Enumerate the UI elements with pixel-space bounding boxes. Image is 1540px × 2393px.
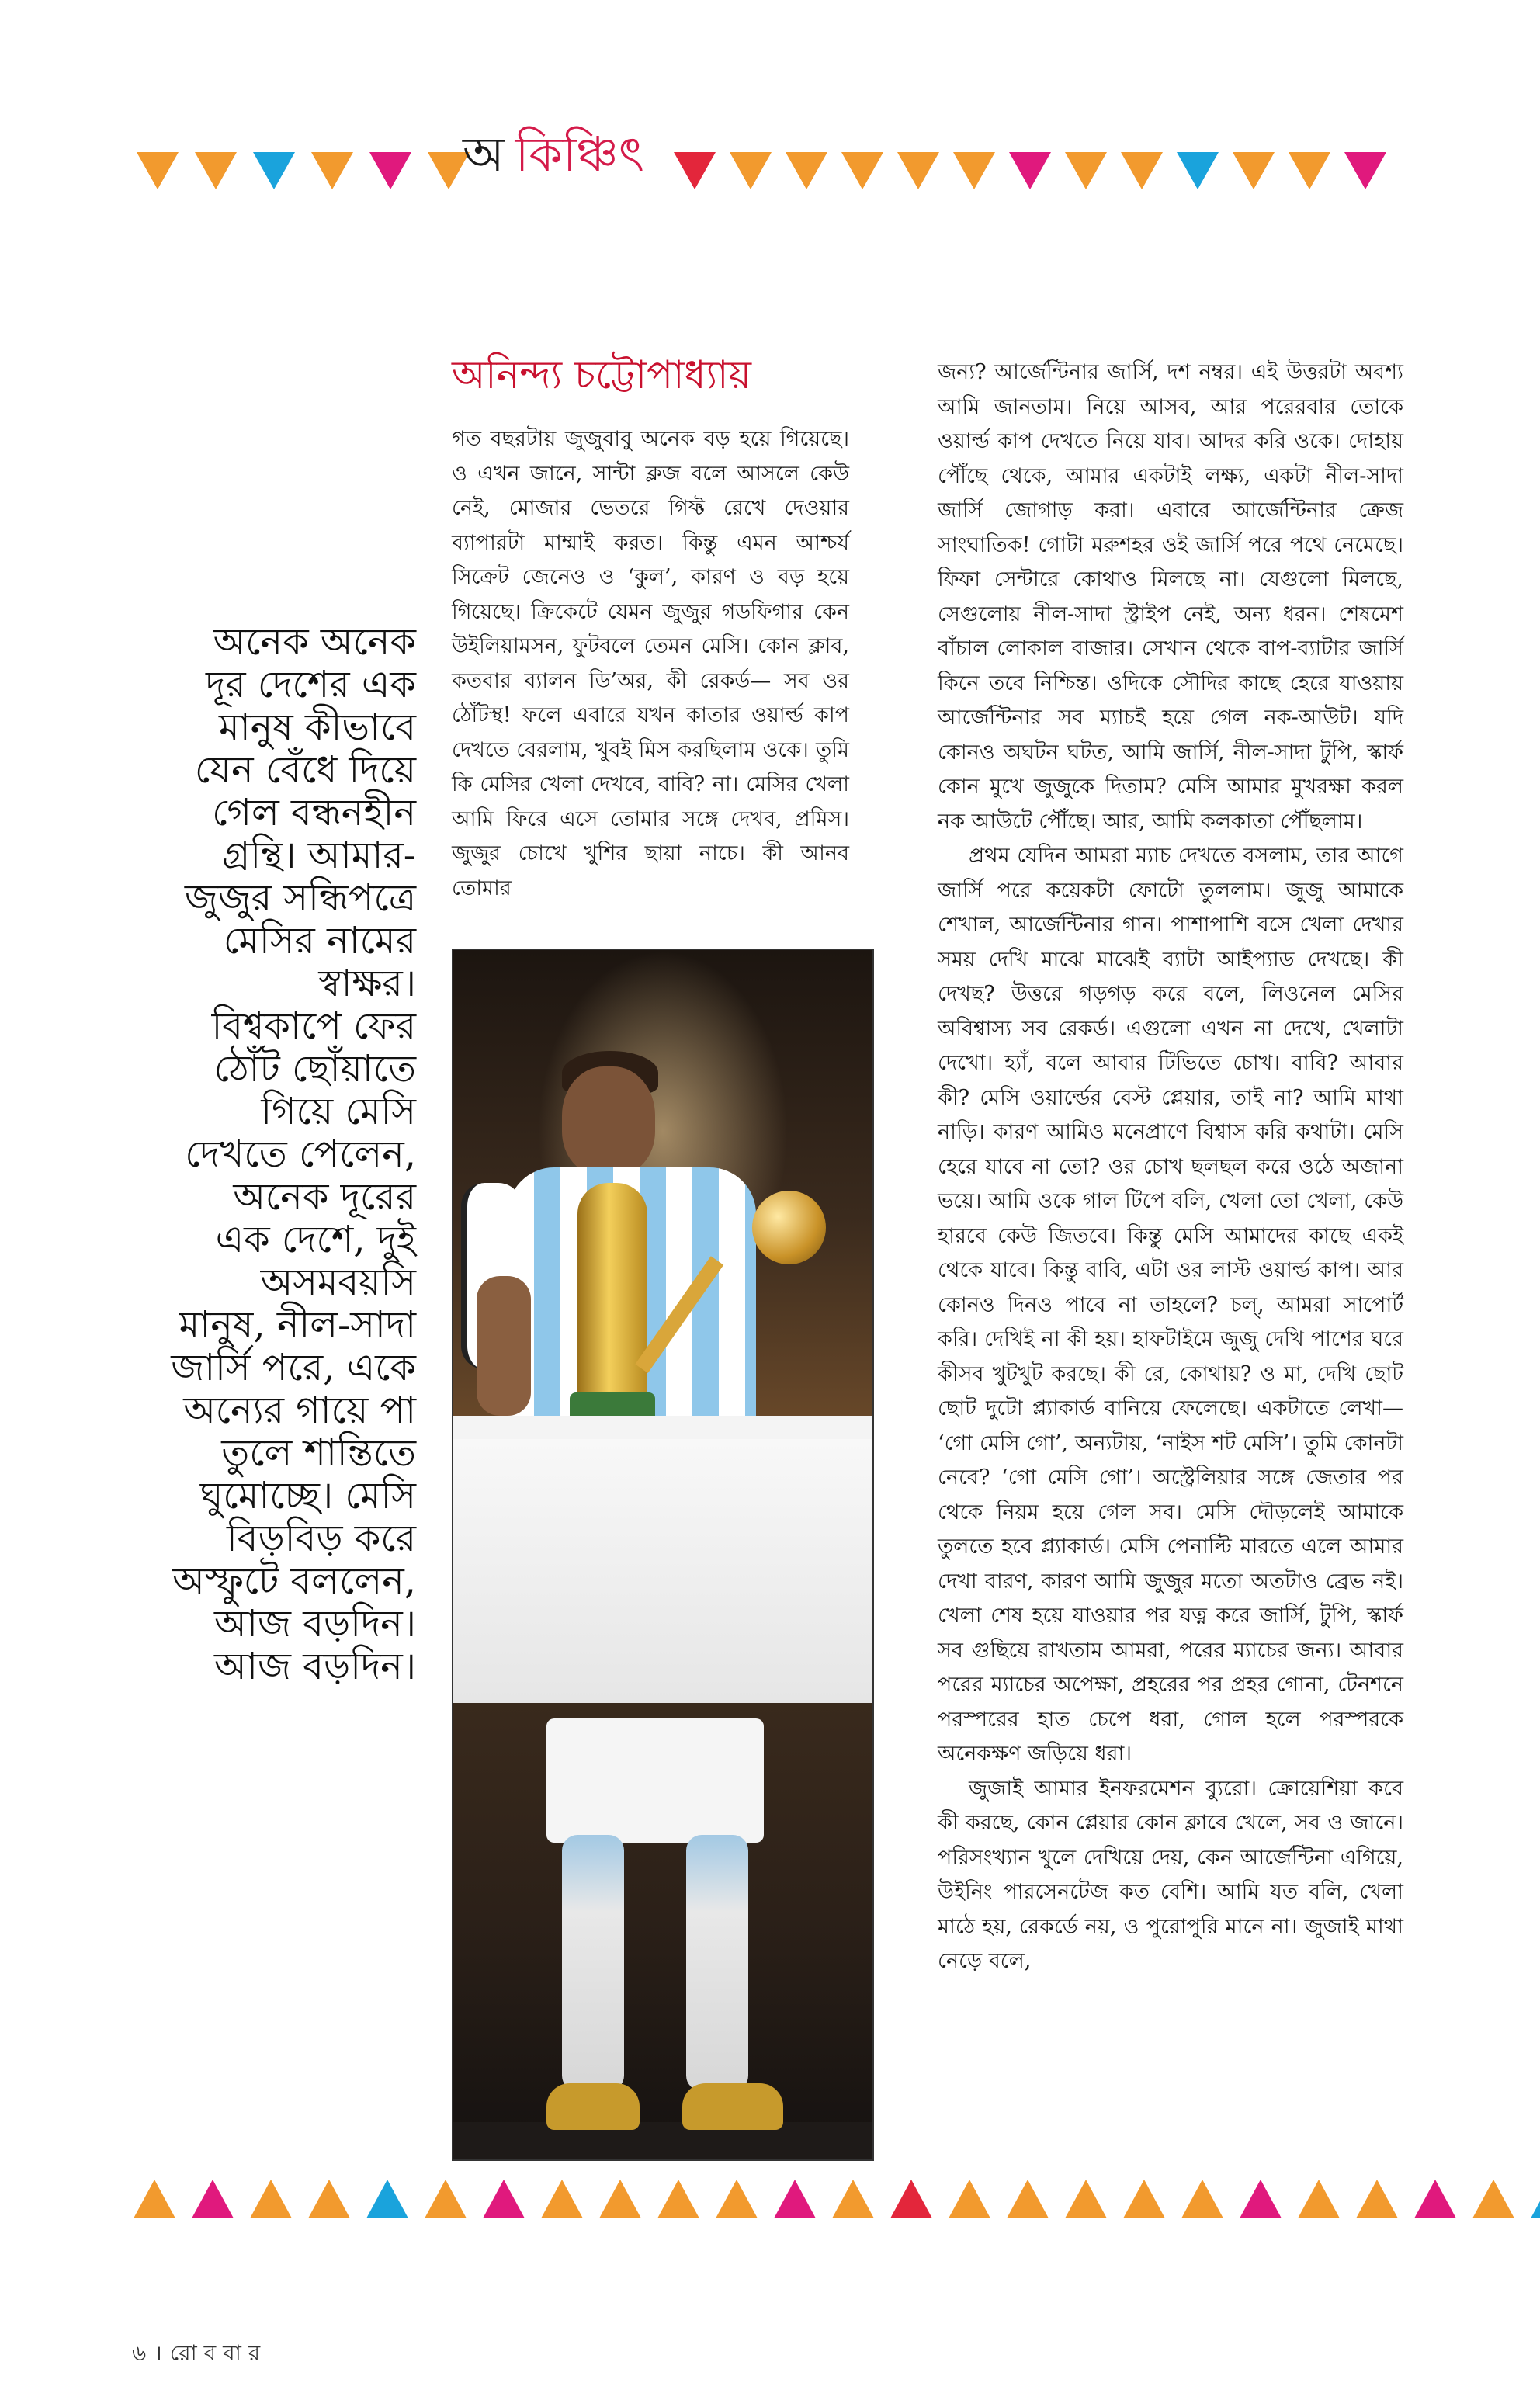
section-prefix: অ <box>463 126 505 182</box>
page-folio <box>132 2336 260 2373</box>
decor-triangle <box>841 152 883 189</box>
pull-quote-line: তুলে শান্তিতে <box>221 1431 416 1475</box>
golden-ball-award <box>752 1191 826 1264</box>
decor-triangle <box>832 2180 874 2218</box>
decor-triangle <box>1531 2180 1540 2218</box>
pull-quote-line: আজ বড়দিন। <box>214 1602 416 1646</box>
golden-boot-left <box>546 2083 640 2130</box>
pull-quote-line: জার্সি পরে, একে <box>171 1346 416 1389</box>
decor-triangle <box>195 152 237 189</box>
player-shorts <box>546 1718 764 1843</box>
golden-boot-right <box>682 2083 783 2130</box>
player-leg-left <box>562 1835 624 2091</box>
decor-triangle <box>483 2180 525 2218</box>
podium <box>453 1439 872 1703</box>
author-byline: অনিন্দ্য চট্টোপাধ্যায় <box>452 352 751 397</box>
pull-quote-line: স্বাক্ষর। <box>318 962 416 1005</box>
decor-triangle <box>369 152 411 189</box>
decor-triangle <box>366 2180 408 2218</box>
pitch-floor <box>453 2122 872 2159</box>
decor-triangle <box>786 152 827 189</box>
pull-quote-line: বিশ্বকাপে ফের <box>211 1004 416 1048</box>
decor-triangle <box>890 2180 932 2218</box>
article-paragraph: জুজাই আমার ইনফরমেশন ব্যুরো। ক্রোয়েশিয়া কবে কী করছে, কোন প্লেয়ার কোন ক্লাবে খেলে, সব ও জানে। পরিসংখ্যান খুলে দেখিয়ে দেয়, কেন আর্জেন্টিনা এগিয়ে, উইনিং পারসেনটেজ কত বেশি। আমি যত বলি, খেলা মাঠে হয়, রেকর্ডে নয়, ও পুরোপুরি মানে না। জুজাই মাথা নেড়ে বলে, <box>938 1776 1403 1973</box>
decor-triangle <box>774 2180 816 2218</box>
pull-quote-line: দেখতে পেলেন, <box>185 1132 416 1176</box>
magazine-name: রো ব বা র <box>169 2340 261 2366</box>
pull-quote-line: ঘুমোচ্ছে। মেসি <box>199 1474 416 1517</box>
pull-quote-line: ঠোঁট ছোঁয়াতে <box>213 1047 416 1091</box>
pull-quote-line: বিড়বিড় করে <box>227 1517 416 1560</box>
pull-quote-line: এক দেশে, দুই <box>215 1218 416 1261</box>
decor-triangle <box>1007 2180 1049 2218</box>
decor-triangle <box>674 152 716 189</box>
footer-triangle-band <box>134 2180 1540 2218</box>
pull-quote-line: গিয়ে মেসি <box>261 1090 416 1133</box>
article-paragraph: জন্য? আর্জেন্টিনার জার্সি, দশ নম্বর। এই উত্তরটা অবশ্য আমি জানতাম। নিয়ে আসব, আর পরেরবার তোকে ওয়ার্ল্ড কাপ দেখতে নিয়ে যাব। আদর করি ওকে। দোহায় পৌঁছে থেকে, আমার একটাই লক্ষ্য, একটা নীল-সাদা জার্সি জোগাড় করা। এবারে আর্জেন্টিনার ক্রেজ সাংঘাতিক! গোটা মরুশহর ওই জার্সি পরে পথে নেমেছে। ফিফা সেন্টারে কোথাও মিলছে না। যেগুলো মিলছে, সেগুলোয় নীল-সাদা স্ট্রাইপ নেই, অন্য ধরন। শেষমেশ বাঁচাল লোকাল বাজার। সেখান থেকে বাপ-ব্যাটার জার্সি কিনে তবে নিশ্চিন্ত। ওদিকে সৌদির কাছে হেরে যাওয়ায় আর্জেন্টিনার সব ম্যাচই হয়ে গেল নক-আউট। যদি কোনও অঘটন ঘটত, আমি জার্সি, নীল-সাদা টুপি, স্কার্ফ কোন মুখে জুজুকে দিতাম? মেসি আমার মুখরক্ষা করল নক আউটে পৌঁছে। আর, আমি কলকাতা পৌঁছলাম। <box>938 360 1403 834</box>
world-cup-trophy <box>578 1183 647 1400</box>
decor-triangle <box>953 152 995 189</box>
player-arm <box>477 1276 531 1416</box>
article-paragraph: প্রথম যেদিন আমরা ম্যাচ দেখতে বসলাম, তার আগে জার্সি পরে কয়েকটা ফোটো তুললাম। জুজু আমাকে শেখাল, আর্জেন্টিনার গান। পাশাপাশি বসে খেলা দেখার সময় দেখি মাঝে মাঝেই ব্যাটা আইপ্যাড দেখছে। কী দেখছ? উত্তরে গড়গড় করে বলে, লিওনেল মেসির অবিশ্বাস্য সব রেকর্ড। এগুলো এখন না দেখে, খেলাটা দেখো। হ্যাঁ, বলে আবার টিভিতে চোখ। বাবি? আবার কী? মেসি ওয়ার্ল্ডের বেস্ট প্লেয়ার, তাই না? আমি মাথা নাড়ি। কারণ আমিও মনেপ্রাণে বিশ্বাস করি কথাটা। মেসি হেরে যাবে না তো? ওর চোখ ছলছল করে ওঠে অজানা ভয়ে। আমি ওকে গাল টিপে বলি, খেলা তো খেলা, কেউ হারবে কেউ জিতবে। কিন্তু মেসি আমাদের কাছে একই থেকে যাবে। কিন্তু বাবি, এটা ওর লাস্ট ওয়ার্ল্ড কাপ। আর কোনও দিনও পাবে না তাহলে? চল্, আমরা সাপোর্ট করি। দেখিই না কী হয়। হাফটাইমে জুজু দেখি পাশের ঘরে কীসব খুটখুট করছে। কী রে, কোথায়? ও মা, দেখি ছোট ছোট দুটো প্ল্যাকার্ড বানিয়ে ফেলেছে। একটাতে লেখা— ‘গো মেসি গো’, অন্যটায়, ‘নাইস শট মেসি’। তুমি কোনটা নেবে? ‘গো মেসি গো’। অস্ট্রেলিয়ার সঙ্গে জেতার পর থেকে নিয়ম হয়ে গেল সব। মেসি দৌড়লেই আমাকে তুলতে হবে প্ল্যাকার্ড। মেসি পেনাল্টি মারতে এলে আমার দেখা বারণ, কারণ আমি জুজুর মতো অতটাও ব্রেভ নই। খেলা শেষ হয়ে যাওয়ার পর যত্ন করে জার্সি, টুপি, স্কার্ফ সব গুছিয়ে রাখতাম আমরা, পরের ম্যাচের জন্য। আবার পরের ম্যাচের অপেক্ষা, প্রহরের পর প্রহর গোনা, টেনশনে পরস্পরের হাত চেপে ধরা, গোল হলে পরস্পরকে অনেকক্ষণ জড়িয়ে ধরা। <box>938 844 1403 1766</box>
decor-triangle <box>137 152 179 189</box>
decor-triangle <box>1181 2180 1223 2218</box>
decor-triangle <box>1065 152 1107 189</box>
decor-triangle <box>1233 152 1275 189</box>
article-column-right <box>938 355 1403 1979</box>
pull-quote-line: অন্যের গায়ে পা <box>183 1389 416 1432</box>
decor-triangle <box>192 2180 234 2218</box>
decor-triangle <box>1177 152 1219 189</box>
article-column-middle <box>452 422 849 906</box>
pull-quote-line: মানুষ কীভাবে <box>219 706 416 749</box>
decor-triangle <box>1472 2180 1514 2218</box>
decor-triangle <box>250 2180 292 2218</box>
decor-triangle <box>897 152 939 189</box>
header-triangle-band-left <box>137 152 470 189</box>
pull-quote-line: অনেক অনেক <box>213 620 416 664</box>
decor-triangle <box>1121 152 1163 189</box>
pull-quote-line: দূর দেশের এক <box>205 663 416 706</box>
pull-quote <box>140 621 416 1688</box>
section-name: কিঞ্চিৎ <box>515 126 644 182</box>
decor-triangle <box>425 2180 467 2218</box>
decor-triangle <box>134 2180 175 2218</box>
pull-quote-line: মানুষ, নীল-সাদা <box>179 1303 416 1347</box>
decor-triangle <box>1414 2180 1456 2218</box>
pull-quote-line: অসমবয়সি <box>260 1261 416 1304</box>
decor-triangle <box>541 2180 583 2218</box>
decor-triangle <box>657 2180 699 2218</box>
section-title <box>463 126 644 182</box>
decor-triangle <box>253 152 295 189</box>
pull-quote-line: যেন বেঁধে দিয়ে <box>194 748 416 792</box>
pull-quote-line: গ্রন্থি। আমার- <box>222 834 416 877</box>
decor-triangle <box>308 2180 350 2218</box>
header-triangle-band-right <box>674 152 1386 189</box>
player-leg-right <box>686 1835 748 2091</box>
article-photo <box>452 949 874 2161</box>
decor-triangle <box>1009 152 1051 189</box>
pull-quote-line: মেসির নামের <box>223 919 416 962</box>
decor-triangle <box>1065 2180 1107 2218</box>
folio-separator: । <box>154 2340 162 2366</box>
page-number: ৬ <box>132 2340 147 2366</box>
decor-triangle <box>1240 2180 1282 2218</box>
player-head <box>562 1066 655 1175</box>
decor-triangle <box>949 2180 990 2218</box>
decor-triangle <box>1289 152 1330 189</box>
pull-quote-line: জুজুর সন্ধিপত্রে <box>184 876 416 920</box>
decor-triangle <box>716 2180 758 2218</box>
article-paragraph: গত বছরটায় জুজুবাবু অনেক বড় হয়ে গিয়েছে। ও এখন জানে, সান্টা ক্লজ বলে আসলে কেউ নেই, মোজার ভেতরে গিফ্ট রেখে দেওয়ার ব্যাপারটা মাম্মাই করত। কিন্তু এমন আশ্চর্য সিক্রেট জেনেও ও ‘কুল’, কারণ ও বড় হয়ে গিয়েছে। ক্রিকেটে যেমন জুজুর গডফিগার কেন উইলিয়ামসন, ফুটবলে তেমন মেসি। কোন ক্লাব, কতবার ব্যালন ডি’অর, কী রেকর্ড— সব ওর ঠোঁটস্থ! ফলে এবারে যখন কাতার ওয়ার্ল্ড কাপ দেখতে বেরলাম, খুবই মিস করছিলাম ওকে। তুমি কি মেসির খেলা দেখবে, বাবি? না। মেসির খেলা আমি ফিরে এসে তোমার সঙ্গে দেখব, প্রমিস। জুজুর চোখে খুশির ছায়া নাচে। কী আনব তোমার <box>452 427 849 900</box>
decor-triangle <box>311 152 353 189</box>
decor-triangle <box>1123 2180 1165 2218</box>
pull-quote-line: আজ বড়দিন। <box>214 1645 416 1688</box>
decor-triangle <box>1298 2180 1340 2218</box>
decor-triangle <box>599 2180 641 2218</box>
decor-triangle <box>1356 2180 1398 2218</box>
pull-quote-line: অস্ফুটে বললেন, <box>172 1559 416 1603</box>
pull-quote-line: গেল বন্ধনহীন <box>212 791 416 834</box>
decor-triangle <box>730 152 772 189</box>
decor-triangle <box>1344 152 1386 189</box>
pull-quote-line: অনেক দূরের <box>233 1175 416 1219</box>
